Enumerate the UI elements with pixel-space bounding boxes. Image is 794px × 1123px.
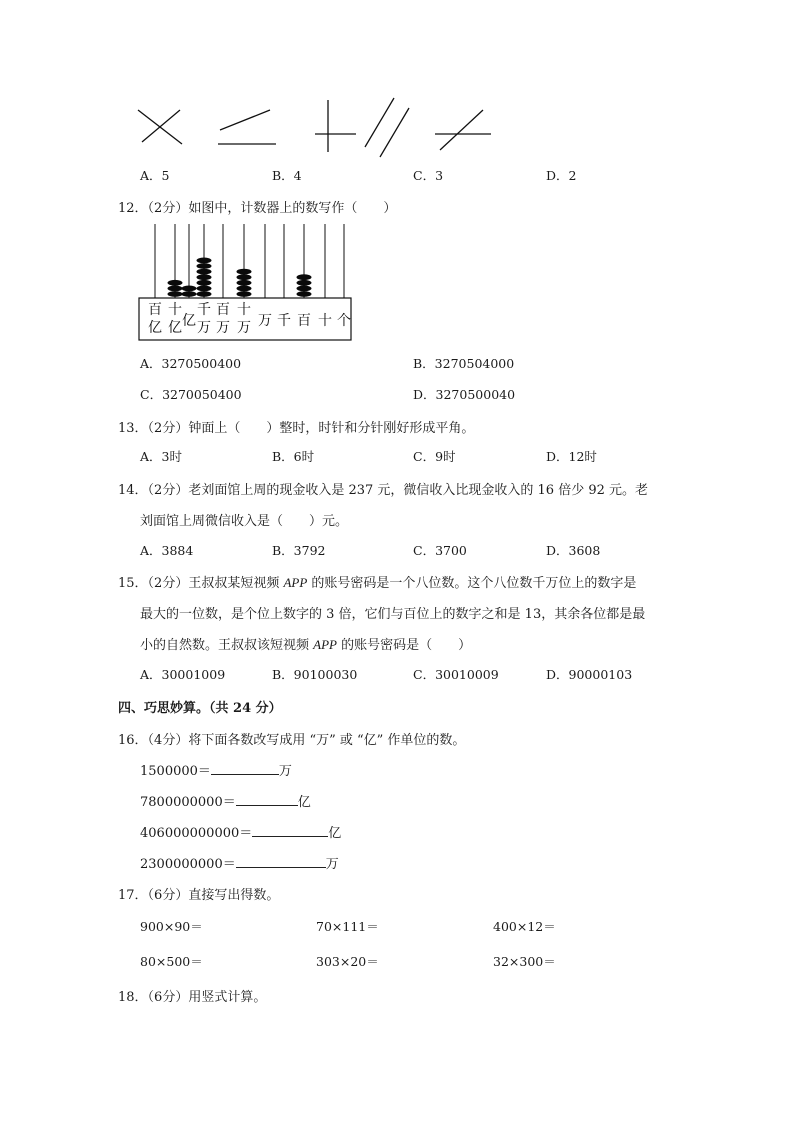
abacus-place-label: 个	[337, 313, 351, 329]
q17-item[interactable]: 900×90＝	[140, 919, 203, 934]
abacus-bead	[237, 291, 252, 297]
abacus-bead	[168, 291, 183, 297]
abacus-place-label: 十	[237, 302, 251, 318]
q17-stem: 17．（6分）直接写出得数。	[118, 888, 280, 903]
abacus-place-label: 亿	[182, 313, 196, 329]
q16-expr: 7800000000＝	[140, 795, 236, 810]
q12-option-a[interactable]: A．3270500400	[140, 356, 242, 371]
q13-option-a[interactable]: A．3时	[140, 449, 182, 464]
q16-expr: 1500000＝	[140, 764, 211, 779]
app-term: APP	[313, 637, 337, 652]
q15-option-d[interactable]: D．90000103	[546, 667, 633, 682]
abacus-place-label: 十	[318, 313, 332, 329]
answer-blank[interactable]	[236, 853, 326, 868]
q14-stem-line2: 刘面馆上周微信收入是（ ）元。	[140, 514, 349, 529]
abacus-bead	[297, 286, 312, 292]
figure-two-lines	[220, 110, 270, 130]
abacus-bead	[197, 291, 212, 297]
q15-option-c[interactable]: C．30010009	[413, 667, 499, 682]
q16-item	[140, 760, 292, 779]
q12-option-d[interactable]: D．3270500040	[413, 387, 516, 402]
q15-option-b[interactable]: B．90100030	[272, 667, 358, 682]
q16-item	[140, 853, 339, 872]
q16-item	[140, 791, 311, 810]
q16-stem: 16．（4分）将下面各数改写成用 “万” 或 “亿” 作单位的数。	[118, 733, 466, 748]
answer-blank[interactable]	[252, 822, 328, 837]
q11-line-figures	[130, 92, 510, 162]
q16-expr: 406000000000＝	[140, 826, 253, 841]
abacus-bead	[237, 280, 252, 286]
abacus-bead	[237, 269, 252, 275]
q17-item[interactable]: 70×111＝	[316, 919, 379, 934]
q16-unit: 万	[325, 857, 339, 872]
q15-stem-line1	[118, 572, 636, 591]
q14-option-c[interactable]: C．3700	[413, 543, 467, 558]
q14-option-a[interactable]: A．3884	[140, 543, 194, 558]
abacus-bead	[237, 274, 252, 280]
q12-option-c[interactable]: C．3270050400	[140, 387, 242, 402]
q16-expr: 2300000000＝	[140, 857, 236, 872]
abacus-place-label: 亿	[168, 320, 182, 336]
q13-option-d[interactable]: D．12时	[546, 449, 597, 464]
abacus-bead	[197, 274, 212, 280]
abacus-place-label: 百	[297, 313, 311, 329]
q13-option-b[interactable]: B．6时	[272, 449, 315, 464]
q13-stem: 13．（2分）钟面上（ ）整时，时针和分针刚好形成平角。	[118, 421, 475, 436]
app-term: APP	[283, 575, 308, 590]
abacus-bead	[182, 286, 197, 292]
abacus-place-label: 百	[148, 302, 162, 318]
abacus-bead	[168, 286, 183, 292]
q11-option-c[interactable]: C．3	[413, 168, 444, 183]
abacus-bead	[297, 274, 312, 280]
q16-unit: 万	[278, 764, 292, 779]
abacus-place-label: 万	[216, 320, 230, 336]
q15-stem-line2: 最大的一位数，是个位上数字的 3 倍，它们与百位上的数字之和是 13，其余各位都是最	[140, 607, 646, 622]
abacus-bead	[297, 291, 312, 297]
q14-option-b[interactable]: B．3792	[272, 543, 326, 558]
answer-blank[interactable]	[236, 791, 298, 806]
q15-stem-line3	[140, 634, 471, 653]
q17-item[interactable]: 303×20＝	[316, 954, 379, 969]
q18-stem: 18．（6分）用竖式计算。	[118, 990, 267, 1005]
abacus-place-label: 千	[277, 313, 291, 329]
q16-unit: 亿	[328, 826, 342, 841]
q13-option-c[interactable]: C．9时	[413, 449, 456, 464]
q15-text: 小的自然数。王叔叔该短视频	[140, 638, 314, 653]
q15-text: 的账号密码是一个八位数。这个八位数千万位上的数字是	[307, 576, 637, 591]
q14-stem-line1: 14．（2分）老刘面馆上周的现金收入是 237 元，微信收入比现金收入的 16 倍少 92 元。老	[118, 483, 649, 498]
abacus-bead	[297, 280, 312, 286]
q11-option-a[interactable]: A．5	[140, 168, 170, 183]
q15-text: 的账号密码是（ ）	[336, 638, 472, 653]
abacus-bead	[197, 258, 212, 264]
abacus-bead	[237, 286, 252, 292]
abacus-place-label: 万	[237, 320, 251, 336]
abacus-bead	[197, 263, 212, 269]
q16-item	[140, 822, 341, 841]
q16-unit: 亿	[297, 795, 311, 810]
abacus-place-label: 万	[258, 313, 272, 329]
q11-option-d[interactable]: D．2	[546, 168, 577, 183]
q12-stem: 12．（2分）如图中，计数器上的数写作（ ）	[118, 201, 397, 216]
q12-option-b[interactable]: B．3270504000	[413, 356, 515, 371]
q15-text: 15．（2分）王叔叔某短视频	[118, 576, 284, 591]
q17-item[interactable]: 80×500＝	[140, 954, 203, 969]
abacus-bead	[197, 269, 212, 275]
q15-option-a[interactable]: A．30001009	[140, 667, 226, 682]
abacus-place-label: 十	[168, 302, 182, 318]
q14-option-d[interactable]: D．3608	[546, 543, 601, 558]
abacus-counter	[137, 222, 357, 344]
abacus-place-label: 万	[197, 320, 211, 336]
q17-item[interactable]: 400×12＝	[493, 919, 556, 934]
q11-option-b[interactable]: B．4	[272, 168, 302, 183]
abacus-bead	[168, 280, 183, 286]
abacus-bead	[197, 280, 212, 286]
section-heading: 四、巧思妙算。（共 24 分）	[118, 701, 282, 716]
abacus-place-label: 百	[216, 302, 230, 318]
q17-item[interactable]: 32×300＝	[493, 954, 556, 969]
abacus-bead	[197, 286, 212, 292]
abacus-bead	[182, 291, 197, 297]
abacus-place-label: 亿	[148, 320, 162, 336]
abacus-place-label: 千	[197, 302, 211, 318]
answer-blank[interactable]	[211, 760, 279, 775]
